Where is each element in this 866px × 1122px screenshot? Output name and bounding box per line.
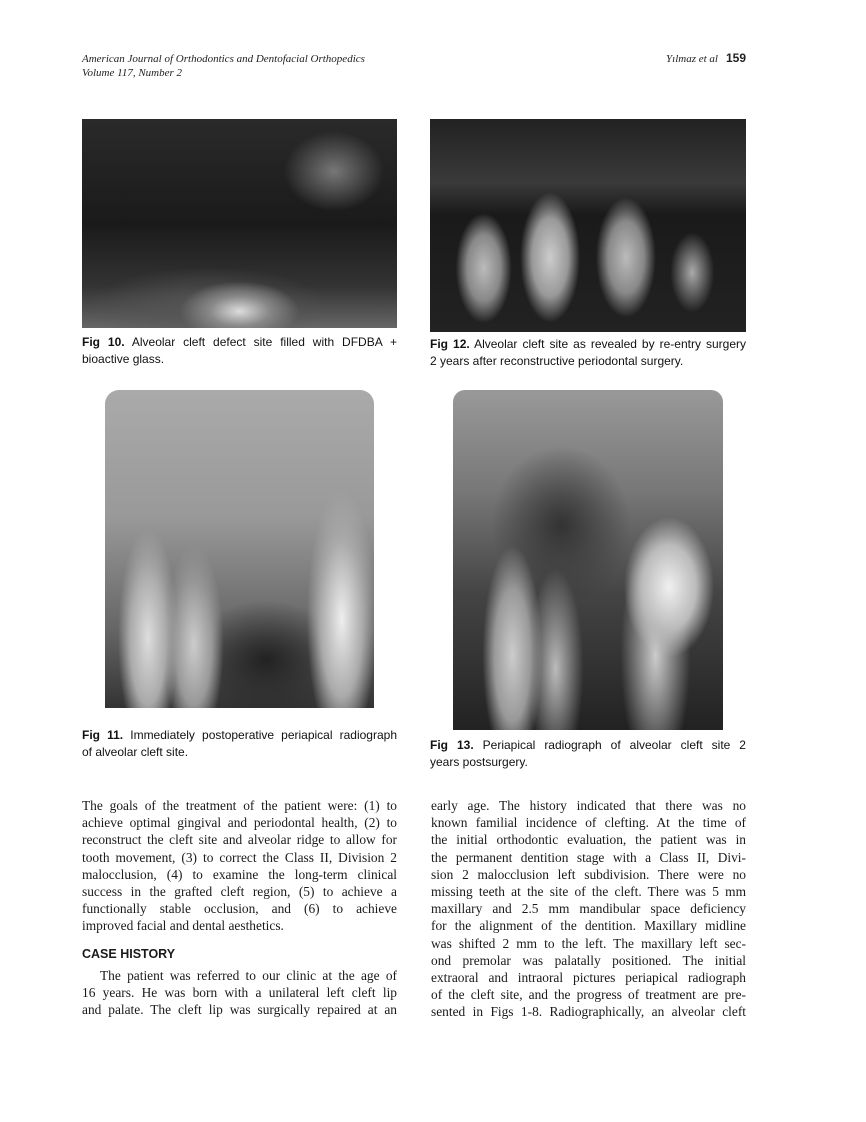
text-line: sion 2 malocclusion left subdivision. There were no: [431, 866, 746, 882]
text-line: tooth movement, (3) to correct the Class II, Division 2: [82, 849, 397, 865]
fig11-label: Fig 11.: [82, 728, 124, 742]
caption-line: bioactive glass.: [82, 352, 165, 367]
text-line: early age. The history indicated that there was no: [431, 798, 746, 813]
text-line: the initial orthodontic evaluation, the patient was in: [431, 832, 746, 848]
body-column-left: [82, 797, 397, 1018]
fig12-label: Fig 12.: [430, 337, 470, 351]
running-header: [82, 52, 365, 80]
text-line: reconstruct the cleft site and alveolar ridge to allow for: [82, 832, 397, 848]
text-line: achieve optimal gingival and periodontal health, (2) to: [82, 815, 397, 831]
text-line: known familial incidence of clefting. At the time of: [431, 815, 746, 831]
text-line: success in the grafted cleft region, (5) to achieve a: [82, 883, 397, 899]
text-line: malocclusion, (4) to examine the long-term clinical: [82, 866, 397, 882]
caption-line: Immediately postoperative periapical radiograph: [130, 728, 397, 742]
caption-line: Alveolar cleft site as revealed by re-entry surgery: [474, 337, 747, 351]
body-column-right: [431, 797, 746, 1020]
goals-paragraph: [82, 797, 397, 935]
fig13-label: Fig 13.: [430, 738, 474, 752]
text-line: The goals of the treatment of the patient were: (1) to: [82, 798, 397, 813]
text-line: of the cleft site, and the progress of treatment are pre-: [431, 987, 746, 1003]
text-line: and palate. The cleft lip was surgically repaired at an: [82, 1002, 397, 1018]
text-line: The patient was referred to our clinic at the age of: [100, 967, 397, 983]
fig11-radiograph: [105, 390, 374, 708]
caption-line: 2 years after reconstructive periodontal surgery.: [430, 354, 684, 369]
text-line: maxillary and 2.5 mm mandibular space deficiency: [431, 901, 746, 917]
fig11-caption: [82, 728, 397, 762]
section-heading: CASE HISTORY: [82, 946, 176, 961]
fig13-caption: [430, 738, 746, 772]
journal-title: American Journal of Orthodontics and Dentofacial Orthopedics: [82, 53, 365, 65]
text-line: improved facial and dental aesthetics.: [82, 918, 284, 934]
fig13-radiograph: [453, 390, 723, 730]
text-line: extraoral and intraoral pictures periapical radiograph: [431, 969, 746, 985]
fig12-photo: [430, 119, 746, 332]
text-line: was shifted 2 mm to the left. The maxillary left sec-: [431, 935, 746, 951]
text-line: 16 years. He was born with a unilateral left cleft lip: [82, 984, 397, 1000]
text-line: the permanent dentition stage with a Class II, Divi-: [431, 849, 746, 865]
text-line: missing teeth at the site of the cleft. There was 5 mm: [431, 883, 746, 899]
case-history-paragraph: [82, 967, 397, 1019]
fig12-caption: [430, 337, 746, 371]
page-number: 159: [725, 51, 746, 65]
caption-line: of alveolar cleft site.: [82, 745, 189, 760]
text-line: for the alignment of the dentition. Maxillary midline: [431, 918, 746, 934]
text-line: functionally stable occlusion, and (6) to achieve: [82, 901, 397, 917]
fig10-caption: [82, 335, 397, 369]
author-running-head: Yılmaz et al: [666, 53, 718, 65]
caption-line: Periapical radiograph of alveolar cleft site 2: [482, 738, 746, 752]
text-line: ond premolar was palatally positioned. The initial: [431, 952, 746, 968]
fig10-photo: [82, 119, 397, 328]
caption-line: years postsurgery.: [430, 755, 528, 770]
page-header-right: [666, 51, 746, 66]
text-line: sented in Figs 1-8. Radiographically, an alveolar cleft: [431, 1004, 746, 1020]
journal-volume: Volume 117, Number 2: [82, 67, 183, 79]
fig10-label: Fig 10.: [82, 335, 125, 349]
caption-line: Alveolar cleft defect site filled with DFDBA +: [131, 335, 397, 349]
